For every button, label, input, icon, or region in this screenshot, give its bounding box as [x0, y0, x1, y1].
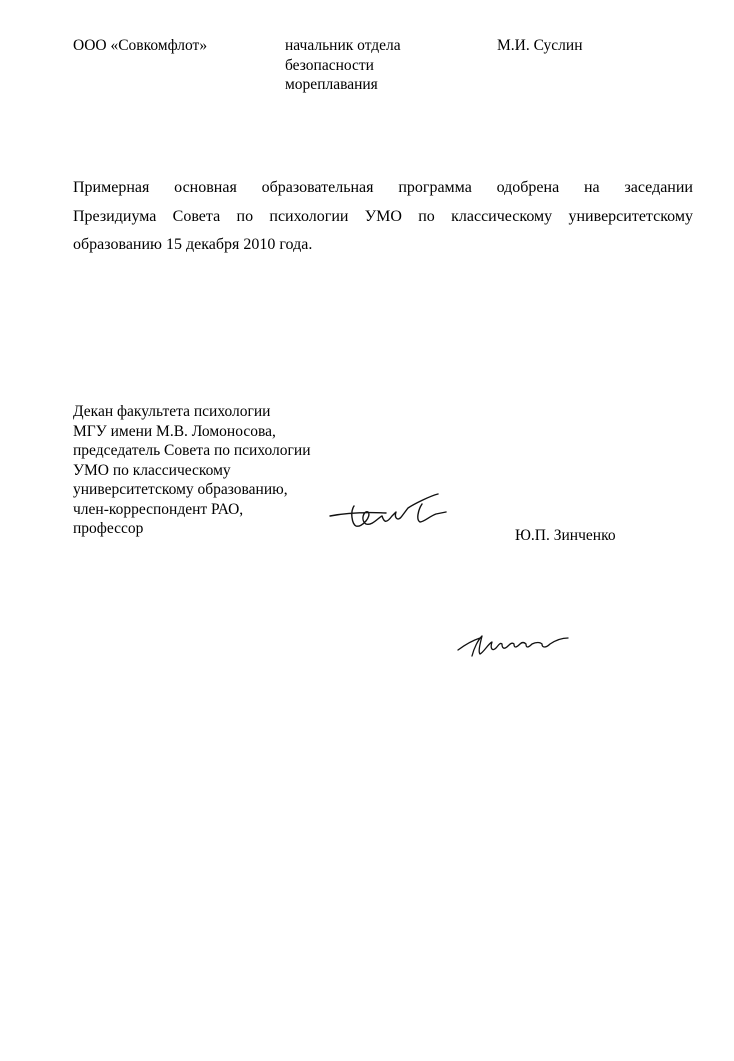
- approval-line: Президиума Совета по психологии УМО по классическому университетскому: [73, 207, 693, 225]
- signer-name: М.И. Суслин: [497, 37, 583, 54]
- dean-title-line: УМО по классическому: [73, 461, 231, 479]
- dean-title-block: [73, 402, 311, 539]
- handwritten-signature: [452, 626, 572, 666]
- dean-title-line: профессор: [73, 520, 144, 537]
- dean-title-line: Декан факультета психологии: [73, 403, 271, 420]
- position-line: мореплавания: [285, 76, 378, 93]
- approval-line: Примерная основная образовательная программа одобрена на заседании: [73, 179, 693, 196]
- dean-title-line: председатель Совета по психологии: [73, 442, 311, 459]
- position-line: безопасности: [285, 56, 374, 74]
- dean-title-line: МГУ имени М.В. Ломоносова,: [73, 422, 276, 440]
- approval-line: образованию 15 декабря 2010 года.: [73, 236, 313, 253]
- dean-title-line: университетскому образованию,: [73, 481, 288, 498]
- dean-signature: [326, 486, 452, 536]
- approval-paragraph: [73, 174, 693, 260]
- position-line: начальник отдела: [285, 37, 401, 54]
- dean-name: Ю.П. Зинченко: [515, 527, 616, 544]
- signer-position: [285, 36, 401, 95]
- dean-title-line: член-корреспондент РАО,: [73, 500, 244, 518]
- organization-name: ООО «Совкомфлот»: [73, 37, 208, 54]
